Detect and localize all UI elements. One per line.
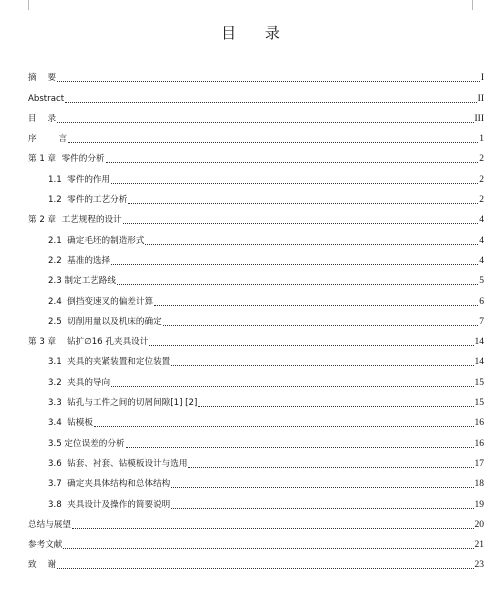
- toc-page-number: 1: [479, 134, 484, 145]
- toc-entry[interactable]: [28, 267, 484, 287]
- toc-leader-dots: [117, 283, 478, 285]
- toc-page-number: 7: [479, 316, 484, 327]
- toc-leader-dots: [188, 466, 473, 468]
- toc-page-number: 4: [479, 235, 484, 246]
- toc-entry-label: 2.3 制定工艺路线: [48, 276, 116, 287]
- toc-entry-label: 2.2 基准的选择: [48, 255, 111, 266]
- toc-leader-dots: [171, 364, 473, 366]
- toc-entry-label: 3.2 夹具的导向: [48, 377, 111, 388]
- toc-page-number: 2: [479, 195, 484, 206]
- toc-entry-label: 目 录: [28, 113, 57, 124]
- toc-entry-label: 3.1 夹具的夹紧装置和定位装置: [48, 357, 171, 368]
- toc-entry-label: 1.1 零件的作用: [48, 174, 111, 185]
- toc-page-number: 15: [474, 377, 484, 388]
- toc-page-number: 18: [474, 479, 484, 490]
- toc-entry-label: 2.1 确定毛坯的制造形式: [48, 235, 145, 246]
- toc-entry-label: 序 言: [28, 134, 68, 145]
- toc-entry[interactable]: [28, 551, 484, 571]
- toc-entry-label: 2.4 倒挡变速叉的偏差计算: [48, 296, 154, 307]
- page-corner-mark: [472, 0, 473, 10]
- toc-entry[interactable]: [28, 206, 484, 226]
- toc-entry[interactable]: [28, 490, 484, 510]
- toc-entry-label: Abstract: [28, 93, 65, 104]
- toc-leader-dots: [171, 486, 473, 488]
- toc-page-number: 6: [479, 296, 484, 307]
- toc-leader-dots: [154, 304, 478, 306]
- toc-entry[interactable]: [28, 389, 484, 409]
- toc-entry[interactable]: [28, 125, 484, 145]
- toc-page-number: 4: [479, 215, 484, 226]
- toc-leader-dots: [149, 344, 473, 346]
- toc-entry[interactable]: [28, 165, 484, 185]
- toc-entry[interactable]: [28, 145, 484, 165]
- toc-entry[interactable]: [28, 470, 484, 490]
- toc-entry[interactable]: [28, 429, 484, 449]
- toc-page-number: 20: [474, 519, 484, 530]
- toc-entry-label: 摘 要: [28, 73, 57, 84]
- toc-page-number: 16: [474, 418, 484, 429]
- toc-entry[interactable]: [28, 531, 484, 551]
- toc-leader-dots: [123, 222, 479, 224]
- toc-leader-dots: [171, 507, 473, 509]
- toc-entry-label: 参考文献: [28, 540, 63, 551]
- toc-leader-dots: [72, 527, 474, 529]
- toc-page-number: 4: [479, 255, 484, 266]
- toc-entry-label: 致 谢: [28, 560, 57, 571]
- toc-entry-label: 3.6 钻套、衬套、钻模板设计与选用: [48, 458, 188, 469]
- toc-page-number: III: [474, 113, 484, 124]
- toc-entry[interactable]: [28, 368, 484, 388]
- toc-leader-dots: [63, 547, 473, 549]
- toc-leader-dots: [126, 446, 474, 448]
- toc-leader-dots: [57, 567, 473, 569]
- toc-leader-dots: [106, 161, 479, 163]
- toc-entry[interactable]: [28, 328, 484, 348]
- toc-page-number: 23: [474, 560, 484, 571]
- toc-entry-label: 3.3 钻孔与工件之间的切屑间隙[1] [2]: [48, 398, 198, 409]
- page-title: 目 录: [221, 24, 292, 42]
- toc-entry[interactable]: [28, 450, 484, 470]
- toc-entry[interactable]: [28, 186, 484, 206]
- toc-leader-dots: [198, 405, 473, 407]
- toc-leader-dots: [57, 121, 473, 123]
- page-corner-mark: [28, 0, 29, 10]
- toc-page-number: I: [480, 73, 484, 84]
- toc-leader-dots: [57, 80, 480, 82]
- table-of-contents: [28, 64, 484, 571]
- toc-page-number: 14: [474, 337, 484, 348]
- toc-entry-label: 总结与展望: [28, 519, 71, 530]
- toc-page-number: 15: [474, 398, 484, 409]
- toc-entry[interactable]: [28, 308, 484, 328]
- toc-page-number: 14: [474, 357, 484, 368]
- toc-entry[interactable]: [28, 247, 484, 267]
- toc-leader-dots: [163, 324, 479, 326]
- toc-page-number: 19: [474, 499, 484, 510]
- toc-page-number: 2: [479, 174, 484, 185]
- toc-page-number: 2: [479, 154, 484, 165]
- toc-entry[interactable]: [28, 64, 484, 84]
- toc-entry-label: 第 1 章 零件的分析: [28, 154, 105, 165]
- toc-leader-dots: [68, 141, 478, 143]
- toc-entry-label: 3.4 钻模板: [48, 418, 93, 429]
- toc-leader-dots: [111, 182, 478, 184]
- toc-leader-dots: [111, 263, 478, 265]
- toc-leader-dots: [145, 243, 478, 245]
- toc-entry[interactable]: [28, 226, 484, 246]
- toc-entry-label: 3.5 定位误差的分析: [48, 438, 125, 449]
- toc-leader-dots: [65, 101, 477, 103]
- toc-entry-label: 2.5 切削用量以及机床的确定: [48, 316, 162, 327]
- toc-page-number: 16: [474, 438, 484, 449]
- toc-page-number: 21: [474, 540, 484, 551]
- toc-entry[interactable]: [28, 105, 484, 125]
- toc-entry[interactable]: [28, 409, 484, 429]
- toc-entry-label: 1.2 零件的工艺分析: [48, 195, 128, 206]
- toc-entry[interactable]: [28, 348, 484, 368]
- toc-entry-label: 3.7 确定夹具体结构和总体结构: [48, 479, 171, 490]
- toc-entry-label: 第 3 章 钻扩∅16 孔夹具设计: [28, 337, 149, 348]
- toc-page-number: 17: [474, 458, 484, 469]
- toc-leader-dots: [111, 385, 473, 387]
- toc-entry-label: 3.8 夹具设计及操作的简要说明: [48, 499, 171, 510]
- toc-entry[interactable]: [28, 84, 484, 104]
- toc-entry[interactable]: [28, 511, 484, 531]
- toc-entry[interactable]: [28, 287, 484, 307]
- toc-page-number: 5: [479, 276, 484, 287]
- toc-leader-dots: [128, 202, 478, 204]
- toc-page-number: II: [477, 93, 484, 104]
- toc-leader-dots: [94, 425, 474, 427]
- toc-entry-label: 第 2 章 工艺规程的设计: [28, 215, 122, 226]
